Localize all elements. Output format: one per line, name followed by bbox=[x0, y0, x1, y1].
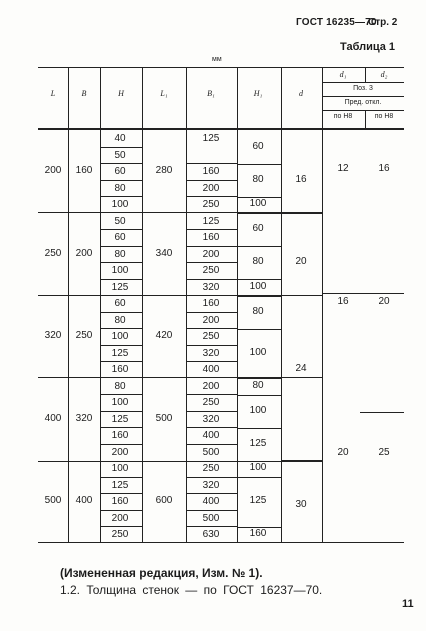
cell-d2: 25 bbox=[378, 447, 390, 458]
cell-L: 500 bbox=[44, 495, 62, 507]
row-rule-B1 bbox=[186, 510, 237, 511]
cell-L1: 280 bbox=[155, 165, 173, 177]
row-rule-B1 bbox=[186, 196, 237, 197]
row-rule-B1 bbox=[186, 262, 237, 263]
row-rule-H bbox=[100, 262, 142, 263]
row-rule-d bbox=[281, 460, 322, 461]
cell-H: 200 bbox=[111, 446, 129, 458]
header-L1: L₁ bbox=[160, 89, 168, 98]
cell-H1: 60 bbox=[252, 140, 264, 152]
row-rule-H bbox=[100, 180, 142, 181]
row-rule-H bbox=[100, 196, 142, 197]
header-position: Поз. 3 bbox=[353, 85, 373, 92]
cell-H: 80 bbox=[114, 248, 126, 260]
cell-H: 100 bbox=[111, 463, 129, 474]
col-rule-L bbox=[68, 67, 69, 542]
row-rule-B1 bbox=[186, 526, 237, 527]
row-rule-B1 bbox=[186, 361, 237, 362]
cell-B: 200 bbox=[75, 247, 93, 259]
cell-H: 200 bbox=[111, 512, 129, 524]
row-rule-B1 bbox=[186, 411, 237, 412]
cell-H1: 80 bbox=[252, 256, 264, 267]
cell-B1: 200 bbox=[202, 248, 220, 260]
row-rule-H bbox=[100, 361, 142, 362]
page-number: Стр. 2 bbox=[368, 17, 398, 28]
header-B: B bbox=[81, 89, 87, 98]
col-rule-d bbox=[322, 67, 323, 542]
cell-B: 400 bbox=[75, 495, 93, 507]
header-rule-2 bbox=[322, 96, 404, 97]
cell-B1: 400 bbox=[202, 496, 220, 507]
cell-H: 80 bbox=[114, 314, 126, 326]
row-rule-B1 bbox=[186, 477, 237, 478]
row-rule-B1 bbox=[186, 328, 237, 329]
folio-number: 11 bbox=[402, 598, 414, 610]
header-L: L bbox=[50, 89, 56, 98]
cell-B1: 200 bbox=[202, 182, 220, 194]
row-rule-B1 bbox=[186, 427, 237, 428]
table-top-rule bbox=[38, 67, 404, 68]
cell-H1: 100 bbox=[249, 462, 267, 474]
cell-B1: 160 bbox=[202, 166, 220, 177]
cell-H: 125 bbox=[111, 347, 129, 359]
cell-H1: 100 bbox=[249, 198, 267, 210]
row-rule-H1 bbox=[237, 395, 281, 396]
cell-L1: 340 bbox=[155, 247, 173, 259]
cell-B1: 250 bbox=[202, 463, 220, 474]
header-h8-d2: по H8 bbox=[374, 113, 394, 120]
col-rule-B1 bbox=[237, 67, 238, 542]
cell-L1: 500 bbox=[155, 412, 173, 424]
cell-B1: 500 bbox=[202, 512, 220, 524]
cell-B1: 250 bbox=[202, 265, 220, 276]
col-rule-B bbox=[100, 67, 101, 542]
row-rule-H1 bbox=[237, 164, 281, 165]
cell-H: 100 bbox=[111, 265, 129, 276]
header-d2: d₂ bbox=[380, 70, 388, 79]
row-rule-H bbox=[100, 427, 142, 428]
wall-thickness-note: 1.2. Толщина стенок — по ГОСТ 16237—70. bbox=[60, 583, 323, 597]
cell-L1: 600 bbox=[155, 495, 173, 507]
header-H: H bbox=[118, 89, 124, 98]
row-rule-B1 bbox=[186, 312, 237, 313]
cell-H: 60 bbox=[114, 298, 126, 309]
row-rule-B1 bbox=[186, 229, 237, 230]
cell-B1: 250 bbox=[202, 397, 220, 408]
row-rule-H bbox=[100, 411, 142, 412]
cell-B1: 160 bbox=[202, 232, 220, 243]
cell-H: 60 bbox=[114, 166, 126, 177]
cell-H1: 80 bbox=[252, 173, 264, 185]
col-rule-H bbox=[142, 67, 143, 542]
cell-H: 80 bbox=[114, 380, 126, 392]
cell-H1: 100 bbox=[249, 280, 267, 292]
cell-B1: 250 bbox=[202, 331, 220, 342]
header-d1: d₁ bbox=[339, 70, 347, 79]
row-rule-H bbox=[100, 345, 142, 346]
header-h8-d1: по H8 bbox=[333, 113, 353, 120]
cell-H: 100 bbox=[111, 331, 129, 342]
cell-H: 80 bbox=[114, 182, 126, 194]
row-rule-H bbox=[100, 147, 142, 148]
cell-L1: 420 bbox=[155, 330, 173, 342]
cell-H1: 100 bbox=[249, 404, 267, 416]
cell-B1: 125 bbox=[202, 215, 220, 227]
row-rule-B1 bbox=[186, 246, 237, 247]
cell-B1: 320 bbox=[202, 413, 220, 425]
row-rule-H bbox=[100, 493, 142, 494]
cell-B: 250 bbox=[75, 330, 93, 342]
header-tolerance: Пред. откл. bbox=[344, 99, 382, 106]
row-rule-d bbox=[281, 213, 322, 214]
cell-B1: 200 bbox=[202, 314, 220, 326]
d2-group-rule bbox=[360, 412, 404, 413]
cell-H: 160 bbox=[111, 430, 129, 441]
cell-H: 50 bbox=[114, 215, 126, 227]
cell-B1: 500 bbox=[202, 446, 220, 458]
row-rule-H bbox=[100, 312, 142, 313]
header-H1: H₁ bbox=[253, 89, 263, 98]
cell-B1: 320 bbox=[202, 281, 220, 293]
row-rule-H bbox=[100, 394, 142, 395]
cell-H: 40 bbox=[114, 133, 126, 144]
cell-B1: 200 bbox=[202, 380, 220, 392]
cell-H1: 125 bbox=[249, 437, 267, 449]
amendment-note: (Измененная редакция, Изм. № 1). bbox=[60, 566, 263, 580]
row-rule-H bbox=[100, 279, 142, 280]
cell-B1: 630 bbox=[202, 529, 220, 540]
row-rule-H1 bbox=[237, 428, 281, 429]
row-rule-H bbox=[100, 444, 142, 445]
cell-H: 100 bbox=[111, 397, 129, 408]
d1-group-rule bbox=[322, 293, 404, 294]
cell-H: 125 bbox=[111, 413, 129, 425]
cell-B1: 160 bbox=[202, 298, 220, 309]
cell-H: 250 bbox=[111, 529, 129, 540]
cell-d2: 16 bbox=[378, 163, 390, 174]
row-rule-H bbox=[100, 163, 142, 164]
row-rule-H bbox=[100, 328, 142, 329]
row-rule-H1 bbox=[237, 296, 281, 297]
row-rule-d bbox=[281, 295, 322, 296]
row-rule-B1 bbox=[186, 444, 237, 445]
cell-B1: 320 bbox=[202, 347, 220, 359]
header-rule-3 bbox=[322, 110, 404, 111]
cell-B1: 125 bbox=[202, 133, 220, 144]
row-rule-H bbox=[100, 246, 142, 247]
standard-number: ГОСТ 16235—70 bbox=[296, 17, 377, 28]
cell-H: 60 bbox=[114, 232, 126, 243]
cell-B: 320 bbox=[75, 412, 93, 424]
cell-L: 400 bbox=[44, 412, 62, 424]
row-rule-H bbox=[100, 526, 142, 527]
cell-H1: 125 bbox=[249, 495, 267, 507]
row-rule-B1 bbox=[186, 279, 237, 280]
header-bottom-rule bbox=[38, 128, 404, 130]
cell-L: 200 bbox=[44, 165, 62, 177]
col-rule-d1d2-bottom bbox=[365, 110, 366, 128]
cell-B1: 320 bbox=[202, 479, 220, 491]
cell-B1: 400 bbox=[202, 364, 220, 375]
cell-d: 16 bbox=[295, 173, 307, 185]
cell-H: 125 bbox=[111, 479, 129, 491]
cell-H: 125 bbox=[111, 281, 129, 293]
row-rule-H1 bbox=[237, 477, 281, 478]
col-rule-H1 bbox=[281, 67, 282, 542]
col-rule-d1d2-top bbox=[365, 67, 366, 82]
row-rule-H1 bbox=[237, 213, 281, 214]
table-title: Таблица 1 bbox=[340, 41, 396, 53]
header-B1: B₁ bbox=[207, 89, 215, 98]
cell-H: 160 bbox=[111, 496, 129, 507]
cell-L: 250 bbox=[44, 247, 62, 259]
units-label: мм bbox=[212, 56, 222, 63]
cell-H1: 80 bbox=[252, 305, 264, 317]
cell-d: 30 bbox=[295, 499, 307, 511]
cell-d2: 20 bbox=[378, 296, 390, 307]
cell-L: 320 bbox=[44, 330, 62, 342]
col-rule-L1 bbox=[186, 67, 187, 542]
row-rule-H bbox=[100, 477, 142, 478]
cell-B1: 400 bbox=[202, 430, 220, 441]
row-rule-B1 bbox=[186, 345, 237, 346]
row-rule-B1 bbox=[186, 180, 237, 181]
cell-H1: 100 bbox=[249, 346, 267, 358]
table-bottom-rule bbox=[38, 542, 404, 543]
row-rule-B1 bbox=[186, 493, 237, 494]
cell-d: 24 bbox=[295, 363, 307, 375]
cell-B1: 250 bbox=[202, 199, 220, 210]
cell-H: 160 bbox=[111, 364, 129, 375]
row-rule-B1 bbox=[186, 163, 237, 164]
row-rule-H bbox=[100, 510, 142, 511]
row-rule-H bbox=[100, 229, 142, 230]
cell-H: 50 bbox=[114, 149, 126, 161]
header-rule-1 bbox=[322, 82, 404, 83]
cell-H1: 60 bbox=[252, 223, 264, 234]
cell-d: 20 bbox=[295, 256, 307, 267]
cell-d1: 16 bbox=[337, 296, 349, 307]
cell-H1: 160 bbox=[249, 528, 267, 540]
row-rule-H1 bbox=[237, 246, 281, 247]
row-rule-B1 bbox=[186, 394, 237, 395]
cell-H1: 80 bbox=[252, 379, 264, 391]
cell-H: 100 bbox=[111, 199, 129, 210]
cell-d1: 20 bbox=[337, 447, 349, 458]
header-d: d bbox=[299, 89, 303, 98]
cell-d1: 12 bbox=[337, 163, 349, 174]
cell-B: 160 bbox=[75, 165, 93, 177]
row-rule-H1 bbox=[237, 329, 281, 330]
